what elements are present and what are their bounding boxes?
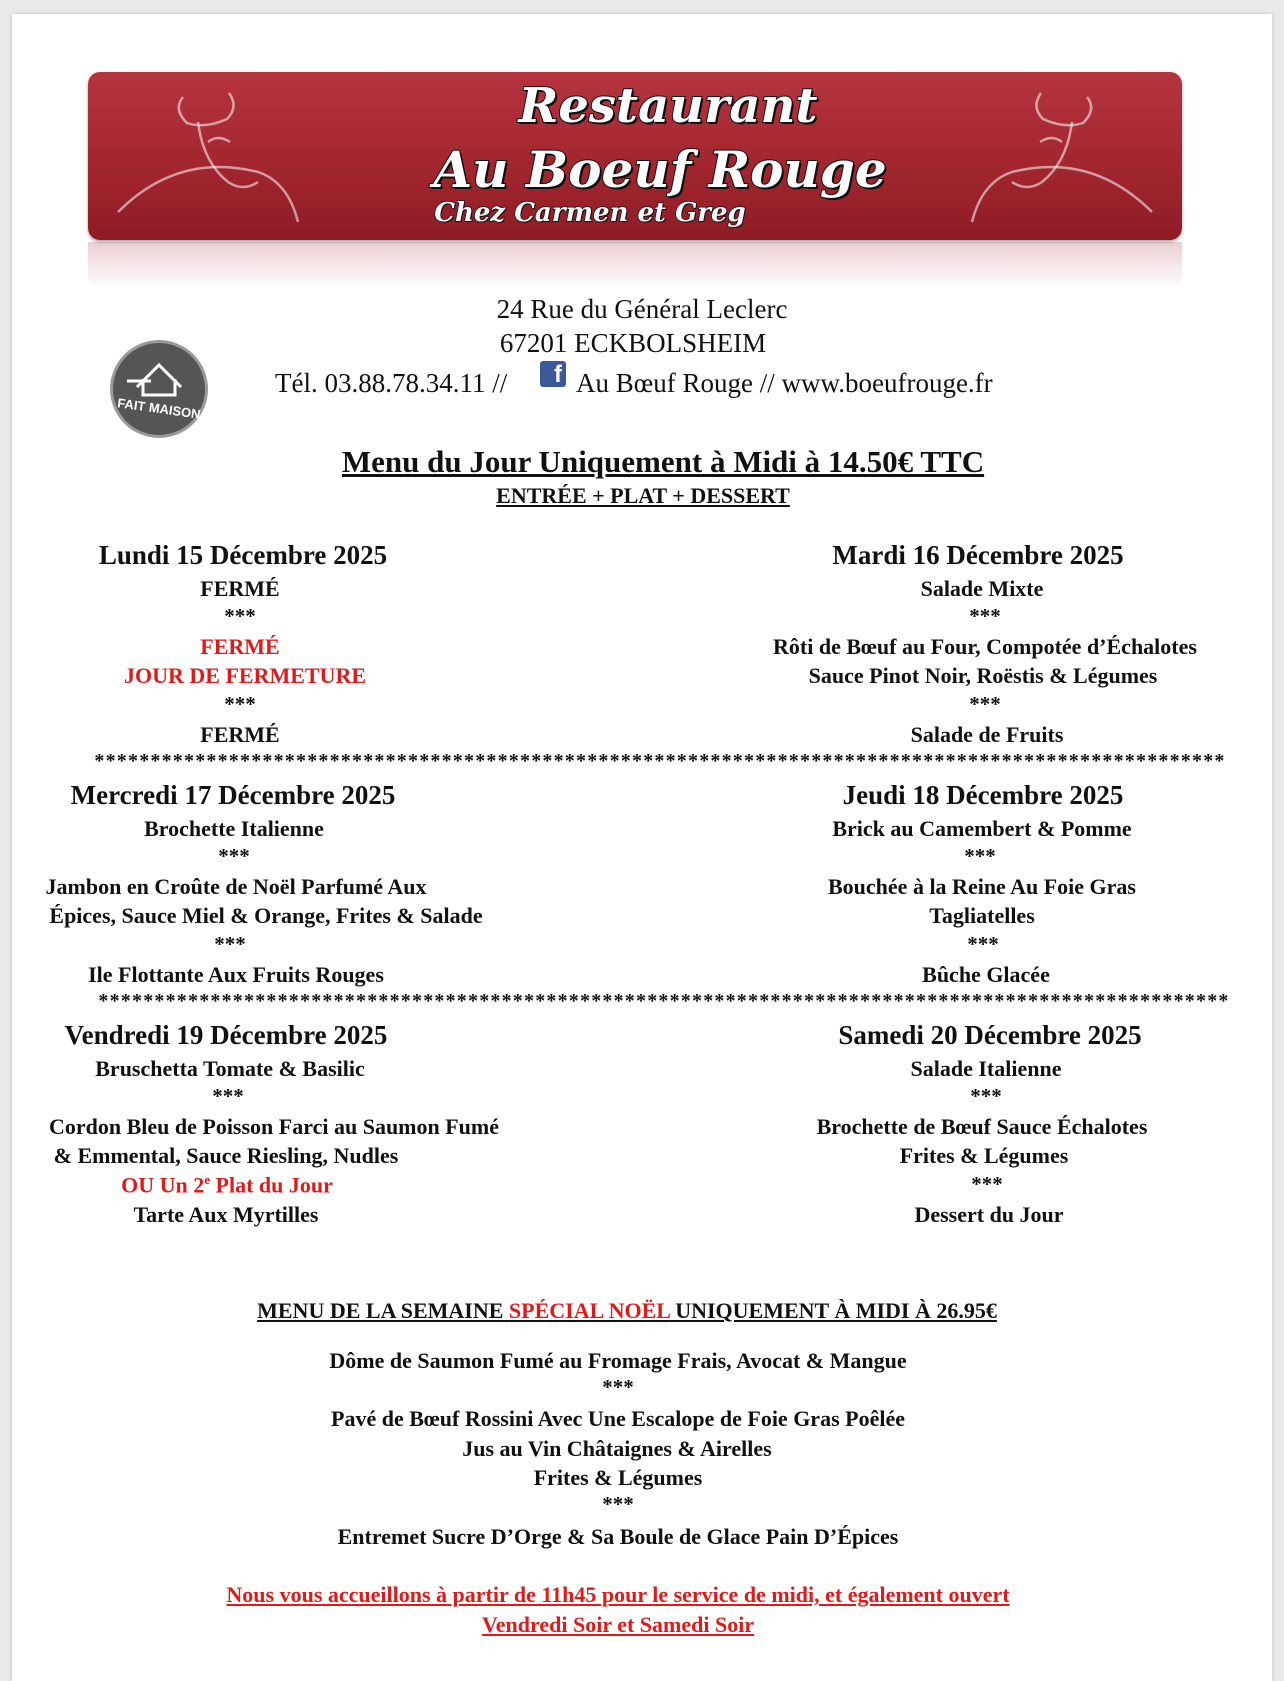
course-separator: *** xyxy=(970,1084,1002,1108)
semaine-dessert: Entremet Sucre D’Orge & Sa Boule de Glace Pain D’Épices xyxy=(337,1524,899,1549)
course-separator: *** xyxy=(969,692,1001,716)
day-plat-alternative xyxy=(121,1172,333,1198)
course-separator: *** xyxy=(967,932,999,956)
course-separator: *** xyxy=(224,692,256,716)
day-plat-line2: Épices, Sauce Miel & Orange, Frites & Salade xyxy=(49,903,483,928)
semaine-plat-line1: Pavé de Bœuf Rossini Avec Une Escalope de Foie Gras Poêlée xyxy=(331,1406,905,1431)
day-plat-line1: Jambon en Croûte de Noël Parfumé Aux xyxy=(45,874,427,899)
day-date: Samedi 20 Décembre 2025 xyxy=(838,1020,1142,1050)
day-plat-line2: Sauce Pinot Noir, Roëstis & Légumes xyxy=(808,663,1158,688)
semaine-plat-line2: Jus au Vin Châtaignes & Airelles xyxy=(462,1436,772,1461)
semaine-title xyxy=(257,1298,997,1324)
contact-links[interactable]: Au Bœuf Rouge // www.boeufrouge.fr xyxy=(576,368,993,398)
banner-title-line2: Au Boeuf Rouge xyxy=(433,140,887,199)
day-plat-line1: Brochette de Bœuf Sauce Échalotes xyxy=(816,1114,1148,1139)
course-separator: *** xyxy=(602,1492,634,1516)
row-separator: ***************************************************************************************************** xyxy=(98,990,1230,1012)
opening-notice-line2: Vendredi Soir et Samedi Soir xyxy=(481,1612,755,1637)
day-entree: Salade Italienne xyxy=(910,1056,1062,1081)
day-date: Vendredi 19 Décembre 2025 xyxy=(64,1020,388,1050)
fait-maison-badge xyxy=(110,340,208,438)
day-entree: Brochette Italienne xyxy=(144,816,324,841)
day-plat-line1: Rôti de Bœuf au Four, Compotée d’Échalotes xyxy=(773,634,1197,659)
course-separator: *** xyxy=(224,604,256,628)
day-date: Mardi 16 Décembre 2025 xyxy=(832,540,1124,570)
banner-title-line1: Restaurant xyxy=(518,78,818,134)
day-entree: Brick au Camembert & Pomme xyxy=(832,816,1132,841)
day-dessert: Bûche Glacée xyxy=(922,962,1050,987)
course-separator: *** xyxy=(218,844,250,868)
banner-subtitle: Chez Carmen et Greg xyxy=(434,198,746,228)
day-entree: FERMÉ xyxy=(200,576,280,601)
address-city: 67201 ECKBOLSHEIM xyxy=(499,328,767,358)
semaine-plat-line3: Frites & Légumes xyxy=(533,1465,703,1490)
day-date: Mercredi 17 Décembre 2025 xyxy=(70,780,396,810)
day-plat-line1: FERMÉ xyxy=(200,634,280,659)
alt-superscript: e xyxy=(204,1172,211,1187)
row-separator: ***************************************************************************************************** xyxy=(94,750,1226,772)
course-separator: *** xyxy=(602,1375,634,1399)
day-entree: Salade Mixte xyxy=(920,576,1044,601)
semaine-title-after: UNIQUEMENT À MIDI À 26.95€ xyxy=(669,1298,997,1323)
alt-suffix: Plat du Jour xyxy=(210,1172,333,1198)
course-separator: *** xyxy=(964,844,996,868)
banner-reflection xyxy=(88,242,1182,290)
semaine-title-highlight: SPÉCIAL NOËL xyxy=(508,1298,670,1323)
semaine-entree: Dôme de Saumon Fumé au Fromage Frais, Avocat & Mangue xyxy=(329,1348,907,1373)
day-dessert: Dessert du Jour xyxy=(914,1202,1064,1227)
course-separator: *** xyxy=(212,1084,244,1108)
day-dessert: Tarte Aux Myrtilles xyxy=(133,1202,319,1227)
facebook-icon[interactable]: f xyxy=(540,361,566,387)
fait-maison-label: FAIT MAISON xyxy=(116,395,202,422)
alt-prefix: OU Un 2 xyxy=(121,1172,205,1198)
day-dessert: Ile Flottante Aux Fruits Rouges xyxy=(88,962,384,987)
day-plat-line2: Frites & Légumes xyxy=(899,1143,1069,1168)
day-date: Lundi 15 Décembre 2025 xyxy=(98,540,388,570)
address-street: 24 Rue du Général Leclerc xyxy=(496,294,788,324)
day-plat-line2: Tagliatelles xyxy=(929,903,1035,928)
day-plat-line2: & Emmental, Sauce Riesling, Nudles xyxy=(53,1143,399,1168)
menu-du-jour-title: Menu du Jour Uniquement à Midi à 14.50€ TTC xyxy=(341,444,985,479)
course-separator: *** xyxy=(971,1172,1003,1196)
day-plat-line1: Cordon Bleu de Poisson Farci au Saumon Fumé xyxy=(48,1114,500,1139)
semaine-title-before: MENU DE LA SEMAINE xyxy=(257,1298,509,1323)
day-dessert: FERMÉ xyxy=(200,722,280,747)
course-separator: *** xyxy=(214,932,246,956)
day-plat-line1: Bouchée à la Reine Au Foie Gras xyxy=(828,874,1136,899)
day-dessert: Salade de Fruits xyxy=(910,722,1064,747)
phone-number: Tél. 03.88.78.34.11 // xyxy=(275,368,508,398)
day-date: Jeudi 18 Décembre 2025 xyxy=(842,780,1124,810)
day-plat-line2: JOUR DE FERMETURE xyxy=(123,663,367,688)
day-entree: Bruschetta Tomate & Basilic xyxy=(95,1056,365,1081)
opening-notice-line1: Nous vous accueillons à partir de 11h45 pour le service de midi, et également ouvert xyxy=(226,1582,1010,1607)
menu-du-jour-subtitle: ENTRÉE + PLAT + DESSERT xyxy=(496,483,790,508)
course-separator: *** xyxy=(969,604,1001,628)
